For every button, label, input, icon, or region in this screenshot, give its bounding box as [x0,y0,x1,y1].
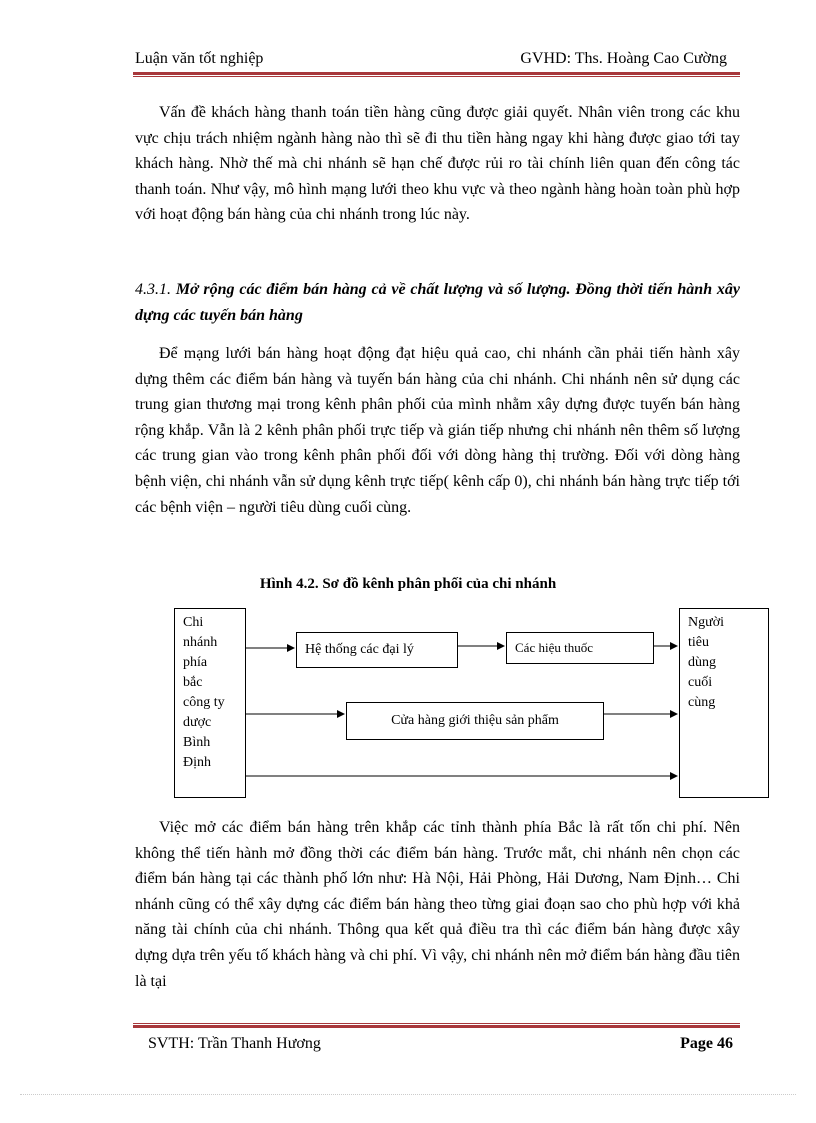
consumer-line: tiêu [688,635,709,650]
branch-line: Bình [183,735,211,750]
branch-line: dược [183,715,212,730]
paragraph-cost: Việc mở các điểm bán hàng trên khắp các tỉnh thành phía Bắc là rất tốn chi phí. Nên không thể tiến hành mở đồng thời các điểm bán hàng. Trước mắt, chi nhánh nên chọn các điểm bán hàng tại các thành phố lớn như: Hà Nội, Hải Phòng, Hải Dương, Nam Định… Chi nhánh cũng có thể xây dựng các điểm bán hàng theo từng giai đoạn sao cho phù hợp với khả năng tài chính của chi nhánh. Thông qua kết quả điều tra thì các điểm bán hàng được xây dựng dựa trên yếu tố khách hàng và chi phí. Vì vậy, chi nhánh nên mở điểm bán hàng đầu tiên là tại [135,819,740,990]
box-showroom: Cửa hàng giới thiệu sản phẩm [346,702,604,740]
figure-caption: Hình 4.2. Sơ đồ kênh phân phối của chi nhánh [259,576,557,592]
page-bottom-divider [20,1094,796,1095]
footer-student: SVTH: Trần Thanh Hương [148,1035,321,1052]
branch-line: Định [183,755,211,770]
box-branch-source [174,608,246,798]
header-thesis-label: Luận văn tốt nghiệp [135,50,264,67]
header-advisor: GVHD: Ths. Hoàng Cao Cường [520,50,727,67]
consumer-line: cuối [688,675,713,690]
box-pharmacies: Các hiệu thuốc [506,632,654,664]
branch-line: nhánh [183,635,218,650]
header-rule [133,72,740,77]
paragraph-payment: Vấn đề khách hàng thanh toán tiền hàng cũng được giải quyết. Nhân viên trong các khu vực chịu trách nhiệm ngành hàng nào thì sẽ đi thu tiền hàng ngay khi hàng được giao tới tay khách hàng. Nhờ thế mà chi nhánh sẽ hạn chế được rủi ro tài chính liên quan đến công tác thanh toán. Như vậy, mô hình mạng lưới theo khu vực và theo ngành hàng hoàn toàn phù hợp với hoạt động bán hàng của chi nhánh trong lúc này. [135,104,740,224]
page-number: Page 46 [680,1035,733,1052]
section-title: Mở rộng các điểm bán hàng cả về chất lượng và số lượng. Đồng thời tiến hành xây dựng các tuyến bán hàng [135,281,741,324]
branch-line: bắc [183,675,203,690]
box-agents: Hệ thống các đại lý [296,632,458,668]
section-heading [135,277,740,328]
branch-line: công ty [183,695,225,710]
consumer-line: Người [688,615,724,630]
branch-line: phía [183,655,208,670]
consumer-line: dùng [688,655,716,670]
box-end-consumer [679,608,769,798]
consumer-line: cùng [688,695,716,710]
footer-rule [133,1023,740,1028]
paragraph-expansion: Để mạng lưới bán hàng hoạt động đạt hiệu quả cao, chi nhánh cần phải tiến hành xây dựng thêm các điểm bán hàng và tuyến bán hàng của chi nhánh. Chi nhánh nên sử dụng các trung gian thương mại trong kênh phân phối của mình nhằm xây dựng được tuyến bán hàng rộng khắp. Vẫn là 2 kênh phân phối trực tiếp và gián tiếp nhưng chi nhánh nên thêm số lượng các trung gian vào trong kênh phân phối đối với dòng hàng thị trường. Đối với dòng hàng bệnh viện, chi nhánh vẫn sử dụng kênh trực tiếp( kênh cấp 0), chi nhánh bán hàng trực tiếp tới các bệnh viện – người tiêu dùng cuối cùng. [135,345,740,516]
page-header [135,50,737,70]
branch-line: Chi [183,615,204,630]
section-number: 4.3.1. [135,281,171,298]
